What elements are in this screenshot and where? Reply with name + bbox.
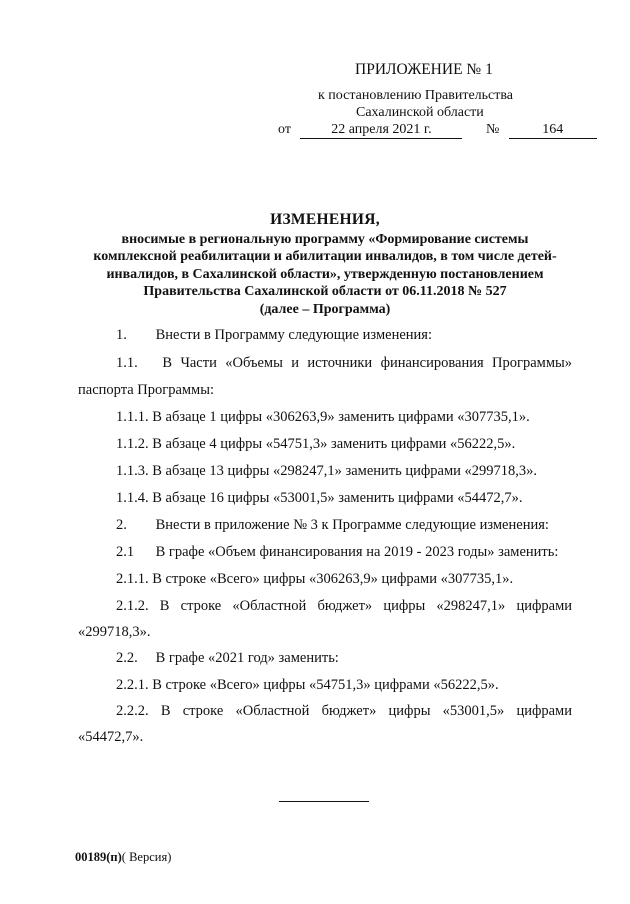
item-text: «54472,7». [78, 729, 144, 745]
heading-line: (далее – Программа) [259, 301, 391, 317]
resolution-date-number [278, 122, 597, 139]
item-text: В абзаце 13 цифры «298247,1» заменить цифрами «299718,3». [152, 463, 538, 479]
item-text: В абзаце 1 цифры «306263,9» заменить цифрами «307735,1». [152, 409, 530, 425]
resolution-number: 164 [509, 122, 597, 139]
item-text: паспорта Программы: [78, 382, 215, 398]
item-number: 1.1.3. [116, 463, 149, 479]
item-text: Внести в Программу следующие изменения: [155, 327, 432, 343]
item-number: 1.1. [116, 355, 138, 371]
item-number: 2.2. [116, 650, 138, 666]
heading-line: инвалидов, в Сахалинской области», утвержденную постановлением [106, 266, 544, 282]
end-divider [279, 801, 369, 802]
list-item [78, 355, 572, 372]
list-item [78, 463, 572, 480]
item-number: 2.1.1. [116, 571, 149, 587]
item-number: 2.2.2. [116, 703, 149, 719]
heading-line: Правительства Сахалинской области от 06.11.2018 № 527 [143, 284, 507, 299]
list-item [78, 677, 572, 694]
item-text: В абзаце 16 цифры «53001,5» заменить цифрами «54472,7». [152, 490, 523, 506]
list-item [78, 703, 572, 720]
item-number: 1. [116, 327, 127, 343]
appendix-title: ПРИЛОЖЕНИЕ № 1 [355, 61, 493, 78]
number-label: № [485, 122, 500, 137]
item-number: 2.1 [116, 544, 135, 560]
item-text: В Части «Объемы и источники финансирования Программы» [162, 355, 572, 371]
list-item-continuation [78, 729, 572, 746]
list-item [78, 598, 572, 615]
item-number: 2.1.2. [116, 598, 149, 614]
item-text: В строке «Всего» цифры «306263,9» цифрами «307735,1». [152, 571, 514, 587]
item-number: 1.1.1. [116, 409, 149, 425]
from-label: от [278, 122, 291, 137]
document-heading [60, 211, 590, 318]
item-text: В абзаце 4 цифры «54751,3» заменить цифрами «56222,5». [152, 436, 516, 452]
list-item [78, 650, 572, 667]
region-name: Сахалинской области [356, 105, 484, 120]
item-text: «299718,3». [78, 624, 151, 640]
list-item [78, 490, 572, 507]
item-text: Внести в приложение № 3 к Программе следующие изменения: [155, 517, 549, 533]
list-item [78, 517, 572, 534]
item-text: В строке «Областной бюджет» цифры «53001,5» цифрами [160, 703, 572, 719]
item-text: В графе «Объем финансирования на 2019 - 2023 годы» заменить: [155, 544, 559, 560]
document-code: 00189(п) [75, 850, 122, 864]
item-number: 2. [116, 517, 127, 533]
document-version: ( Версия) [121, 850, 172, 864]
list-item [78, 436, 572, 453]
item-number: 1.1.2. [116, 436, 149, 452]
item-text: В строке «Областной бюджет» цифры «298247,1» цифрами [159, 598, 572, 614]
resolution-reference: к постановлению Правительства [318, 88, 514, 103]
resolution-date: 22 апреля 2021 г. [300, 122, 462, 139]
heading-main: ИЗМЕНЕНИЯ, [270, 211, 380, 228]
item-text: В графе «2021 год» заменить: [155, 650, 339, 666]
item-number: 1.1.4. [116, 490, 149, 506]
list-item-continuation [78, 382, 572, 399]
item-text: В строке «Всего» цифры «54751,3» цифрами «56222,5». [152, 677, 499, 693]
list-item [78, 409, 572, 426]
list-item [78, 327, 572, 344]
item-number: 2.2.1. [116, 677, 149, 693]
heading-line: комплексной реабилитации и абилитации инвалидов, в том числе детей- [93, 249, 557, 264]
list-item-continuation [78, 624, 572, 641]
list-item [78, 571, 572, 588]
footer [75, 850, 171, 865]
heading-line: вносимые в региональную программу «Формирование системы [121, 231, 529, 247]
list-item [78, 544, 572, 561]
